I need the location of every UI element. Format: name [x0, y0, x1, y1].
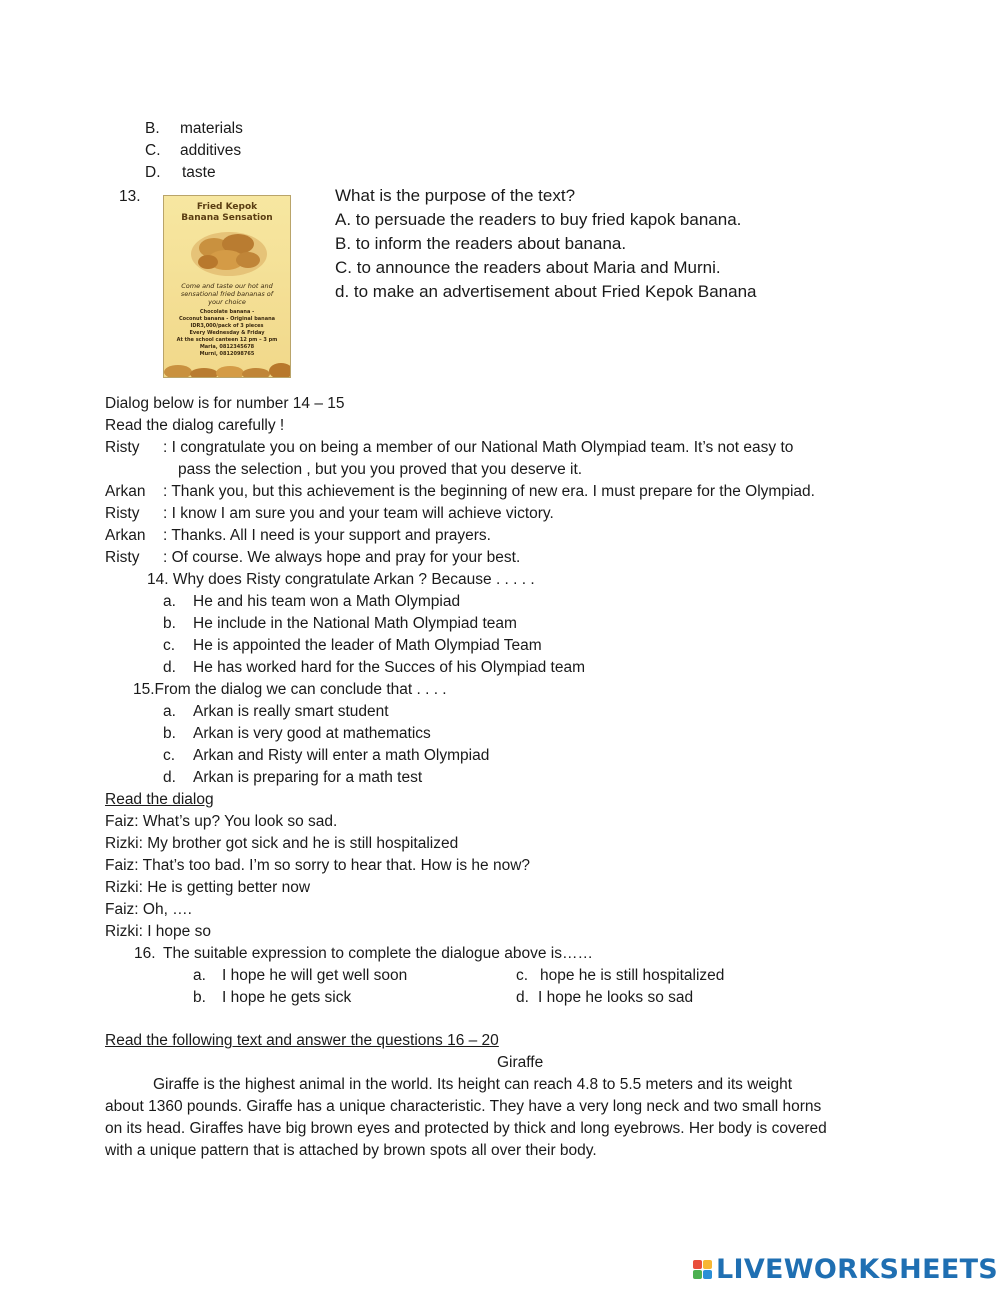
option-letter: a.	[193, 967, 206, 984]
utterance: pass the selection , but you you proved that you deserve it.	[178, 461, 583, 478]
poster-detail: At the school canteen 12 pm – 3 pm	[176, 337, 278, 343]
banana-border-decoration	[164, 356, 291, 378]
option-letter: d.	[516, 989, 529, 1006]
reading-line: Giraffe is the highest animal in the world. Its height can reach 4.8 to 5.5 meters and its weight	[153, 1076, 793, 1093]
option-text: additives	[180, 142, 242, 159]
option-text: I hope he looks so sad	[538, 989, 694, 1006]
utterance: : I know I am sure you and your team will achieve victory.	[163, 505, 554, 522]
dialog-line: Faiz: What’s up? You look so sad.	[105, 813, 338, 830]
reading-line: on its head. Giraffes have big brown eyes and protected by thick and long eyebrows. Her body is covered	[105, 1120, 827, 1137]
option-letter: d.	[163, 659, 176, 676]
option-letter: b.	[163, 615, 176, 632]
logo-square	[693, 1270, 702, 1279]
poster-detail: Murni, 0812098765	[199, 351, 255, 357]
option-text: He and his team won a Math Olympiad	[193, 593, 461, 610]
option-text: Arkan is very good at mathematics	[193, 725, 431, 742]
dialog-line: Rizki: I hope so	[105, 923, 211, 940]
q14-question: 14. Why does Risty congratulate Arkan ? Because . . . . .	[147, 571, 535, 588]
option-text: Arkan is preparing for a math test	[193, 769, 423, 786]
dialog2-heading: Read the dialog	[105, 791, 214, 808]
option-text: I hope he will get well soon	[222, 967, 408, 984]
option-text: I hope he gets sick	[222, 989, 352, 1006]
reading-title: Giraffe	[497, 1054, 544, 1071]
dialog-line: Rizki: My brother got sick and he is still hospitalized	[105, 835, 459, 852]
option-letter: a.	[163, 593, 176, 610]
option-text: hope he is still hospitalized	[540, 967, 725, 984]
poster-title-line2: Banana Sensation	[181, 213, 273, 223]
option-letter: b.	[163, 725, 176, 742]
utterance: : I congratulate you on being a member of our National Math Olympiad team. It’s not easy to	[163, 439, 794, 456]
logo-square	[693, 1260, 702, 1269]
utterance: : Thank you, but this achievement is the beginning of new era. I must prepare for the Olympiad.	[163, 483, 815, 500]
dialog-line: Faiz: Oh, ….	[105, 901, 192, 918]
dialog-intro: Dialog below is for number 14 – 15	[105, 395, 345, 412]
question-number: 13.	[119, 188, 141, 205]
option-letter: d.	[163, 769, 176, 786]
liveworksheets-logo[interactable]	[693, 1254, 998, 1284]
dialog-line: Rizki: He is getting better now	[105, 879, 311, 896]
option-text: He has worked hard for the Succes of his Olympiad team	[193, 659, 585, 676]
poster-detail: Maria, 0812345678	[199, 344, 255, 350]
option-letter: b.	[193, 989, 206, 1006]
speaker: Arkan	[105, 527, 146, 544]
poster-detail: Every Wednesday & Friday	[189, 330, 265, 336]
q13-question: What is the purpose of the text?	[335, 186, 576, 205]
q16-question: The suitable expression to complete the dialogue above is……	[163, 945, 593, 962]
reading-line: with a unique pattern that is attached by brown spots all over their body.	[105, 1142, 597, 1159]
logo-square	[703, 1260, 712, 1269]
option-letter: D.	[145, 164, 161, 181]
option-letter: c.	[516, 967, 529, 984]
banana-advert-poster	[163, 195, 291, 378]
dialog-instruction: Read the dialog carefully !	[105, 417, 285, 434]
option-text: Arkan and Risty will enter a math Olympiad	[193, 747, 490, 764]
q13-option-c: C. to announce the readers about Maria and Murni.	[335, 258, 721, 277]
question-number: 16.	[134, 945, 156, 962]
poster-tagline-line1: Come and taste our hot and	[181, 282, 273, 290]
option-letter: C.	[145, 142, 161, 159]
poster-detail: IDR3,000/pack of 3 pieces	[190, 323, 264, 329]
option-text: materials	[180, 120, 243, 137]
speaker: Risty	[105, 549, 140, 566]
utterance: : Thanks. All I need is your support and prayers.	[163, 527, 491, 544]
reading-line: about 1360 pounds. Giraffe has a unique characteristic. They have a very long neck and two small horns	[105, 1098, 822, 1115]
q13-option-d: d. to make an advertisement about Fried Kepok Banana	[335, 282, 757, 301]
logo-grid-icon	[693, 1260, 712, 1279]
poster-detail: Coconut banana - Original banana	[178, 316, 276, 322]
option-text: He include in the National Math Olympiad team	[193, 615, 517, 632]
option-letter: a.	[163, 703, 176, 720]
logo-text: LIVEWORKSHEETS	[716, 1253, 999, 1285]
logo-square	[703, 1270, 712, 1279]
fried-banana-image	[188, 226, 270, 278]
dialog-line: Faiz: That’s too bad. I’m so sorry to hear that. How is he now?	[105, 857, 531, 874]
option-text: taste	[182, 164, 216, 181]
utterance: : Of course. We always hope and pray for your best.	[163, 549, 521, 566]
option-text: Arkan is really smart student	[193, 703, 389, 720]
speaker: Arkan	[105, 483, 146, 500]
q13-option-b: B. to inform the readers about banana.	[335, 234, 627, 253]
speaker: Risty	[105, 505, 140, 522]
q15-question: 15.From the dialog we can conclude that . . . .	[133, 681, 447, 698]
option-letter: B.	[145, 120, 160, 137]
poster-title-line1: Fried Kepok	[196, 202, 258, 212]
option-letter: c.	[163, 637, 176, 654]
option-text: He is appointed the leader of Math Olympiad Team	[193, 637, 542, 654]
q13-option-a: A. to persuade the readers to buy fried kapok banana.	[335, 210, 742, 229]
poster-detail: Chocolate banana -	[199, 309, 255, 315]
poster-tagline-line2: sensational fried bananas of	[180, 290, 274, 298]
poster-tagline-line3: your choice	[208, 298, 246, 306]
option-letter: c.	[163, 747, 176, 764]
speaker: Risty	[105, 439, 140, 456]
reading-heading: Read the following text and answer the questions 16 – 20	[105, 1032, 499, 1049]
